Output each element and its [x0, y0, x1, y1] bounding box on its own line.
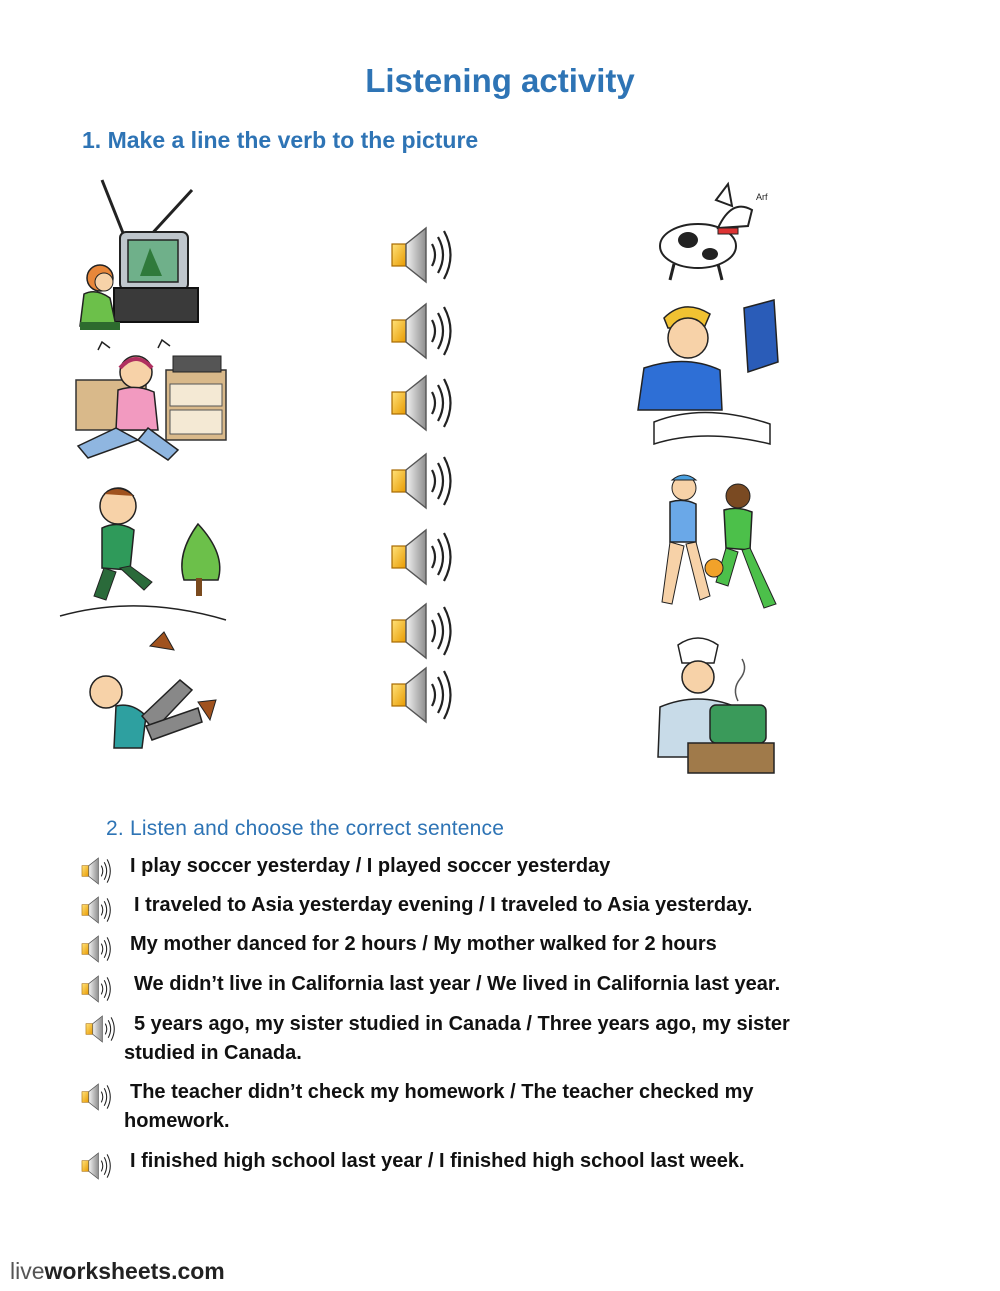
speaker-icon[interactable]: [388, 664, 454, 726]
footer-logo-prefix: live: [10, 1258, 45, 1284]
footer-logo-brand: worksheets.com: [44, 1258, 225, 1284]
man-falling-picture[interactable]: [80, 630, 220, 755]
speaker-icon[interactable]: [76, 1082, 116, 1112]
speaker-icon[interactable]: [76, 1151, 116, 1181]
chef-cooking-picture[interactable]: [648, 635, 778, 775]
speaker-icon[interactable]: [388, 224, 454, 286]
section2-heading: 2. Listen and choose the correct sentence: [106, 817, 505, 840]
girl-watching-tv-picture[interactable]: [70, 176, 205, 334]
sentence-option: 5 years ago, my sister studied in Canada / Three years ago, my sister: [134, 1013, 790, 1035]
footer-logo: [10, 1258, 225, 1285]
sentence-option: The teacher didn’t check my homework / The teacher checked my: [130, 1081, 754, 1103]
boy-reading-picture[interactable]: [624, 298, 784, 450]
boys-playing-soccer-picture[interactable]: [638, 472, 788, 620]
speaker-icon[interactable]: [388, 526, 454, 588]
section1-heading: 1. Make a line the verb to the picture: [82, 127, 479, 153]
speaker-icon[interactable]: [76, 934, 116, 964]
sentence-option-continued: studied in Canada.: [124, 1042, 302, 1064]
boy-walking-picture[interactable]: [58, 484, 228, 624]
sentence-option-continued: homework.: [124, 1110, 230, 1132]
speaker-icon[interactable]: [76, 856, 116, 886]
speaker-icon[interactable]: [388, 372, 454, 434]
speaker-icon[interactable]: [388, 300, 454, 362]
sentence-option: We didn’t live in California last year / We lived in California last year.: [134, 973, 781, 995]
sentence-option: I finished high school last year / I finished high school last week.: [130, 1150, 745, 1172]
speaker-icon[interactable]: [388, 450, 454, 512]
page-title: Listening activity: [365, 62, 635, 99]
speaker-icon[interactable]: [76, 895, 116, 925]
sentence-option: My mother danced for 2 hours / My mother walked for 2 hours: [130, 933, 717, 955]
sentence-option: I play soccer yesterday / I played soccer yesterday: [130, 855, 611, 877]
boy-listening-to-music-picture[interactable]: [58, 340, 228, 475]
speaker-icon[interactable]: [76, 974, 116, 1004]
speaker-icon[interactable]: [388, 600, 454, 662]
speaker-icon[interactable]: [80, 1014, 120, 1044]
dog-barking-picture[interactable]: [648, 180, 778, 285]
sentence-option: I traveled to Asia yesterday evening / I traveled to Asia yesterday.: [134, 894, 753, 916]
svg-text:Arf: Arf: [756, 192, 768, 202]
